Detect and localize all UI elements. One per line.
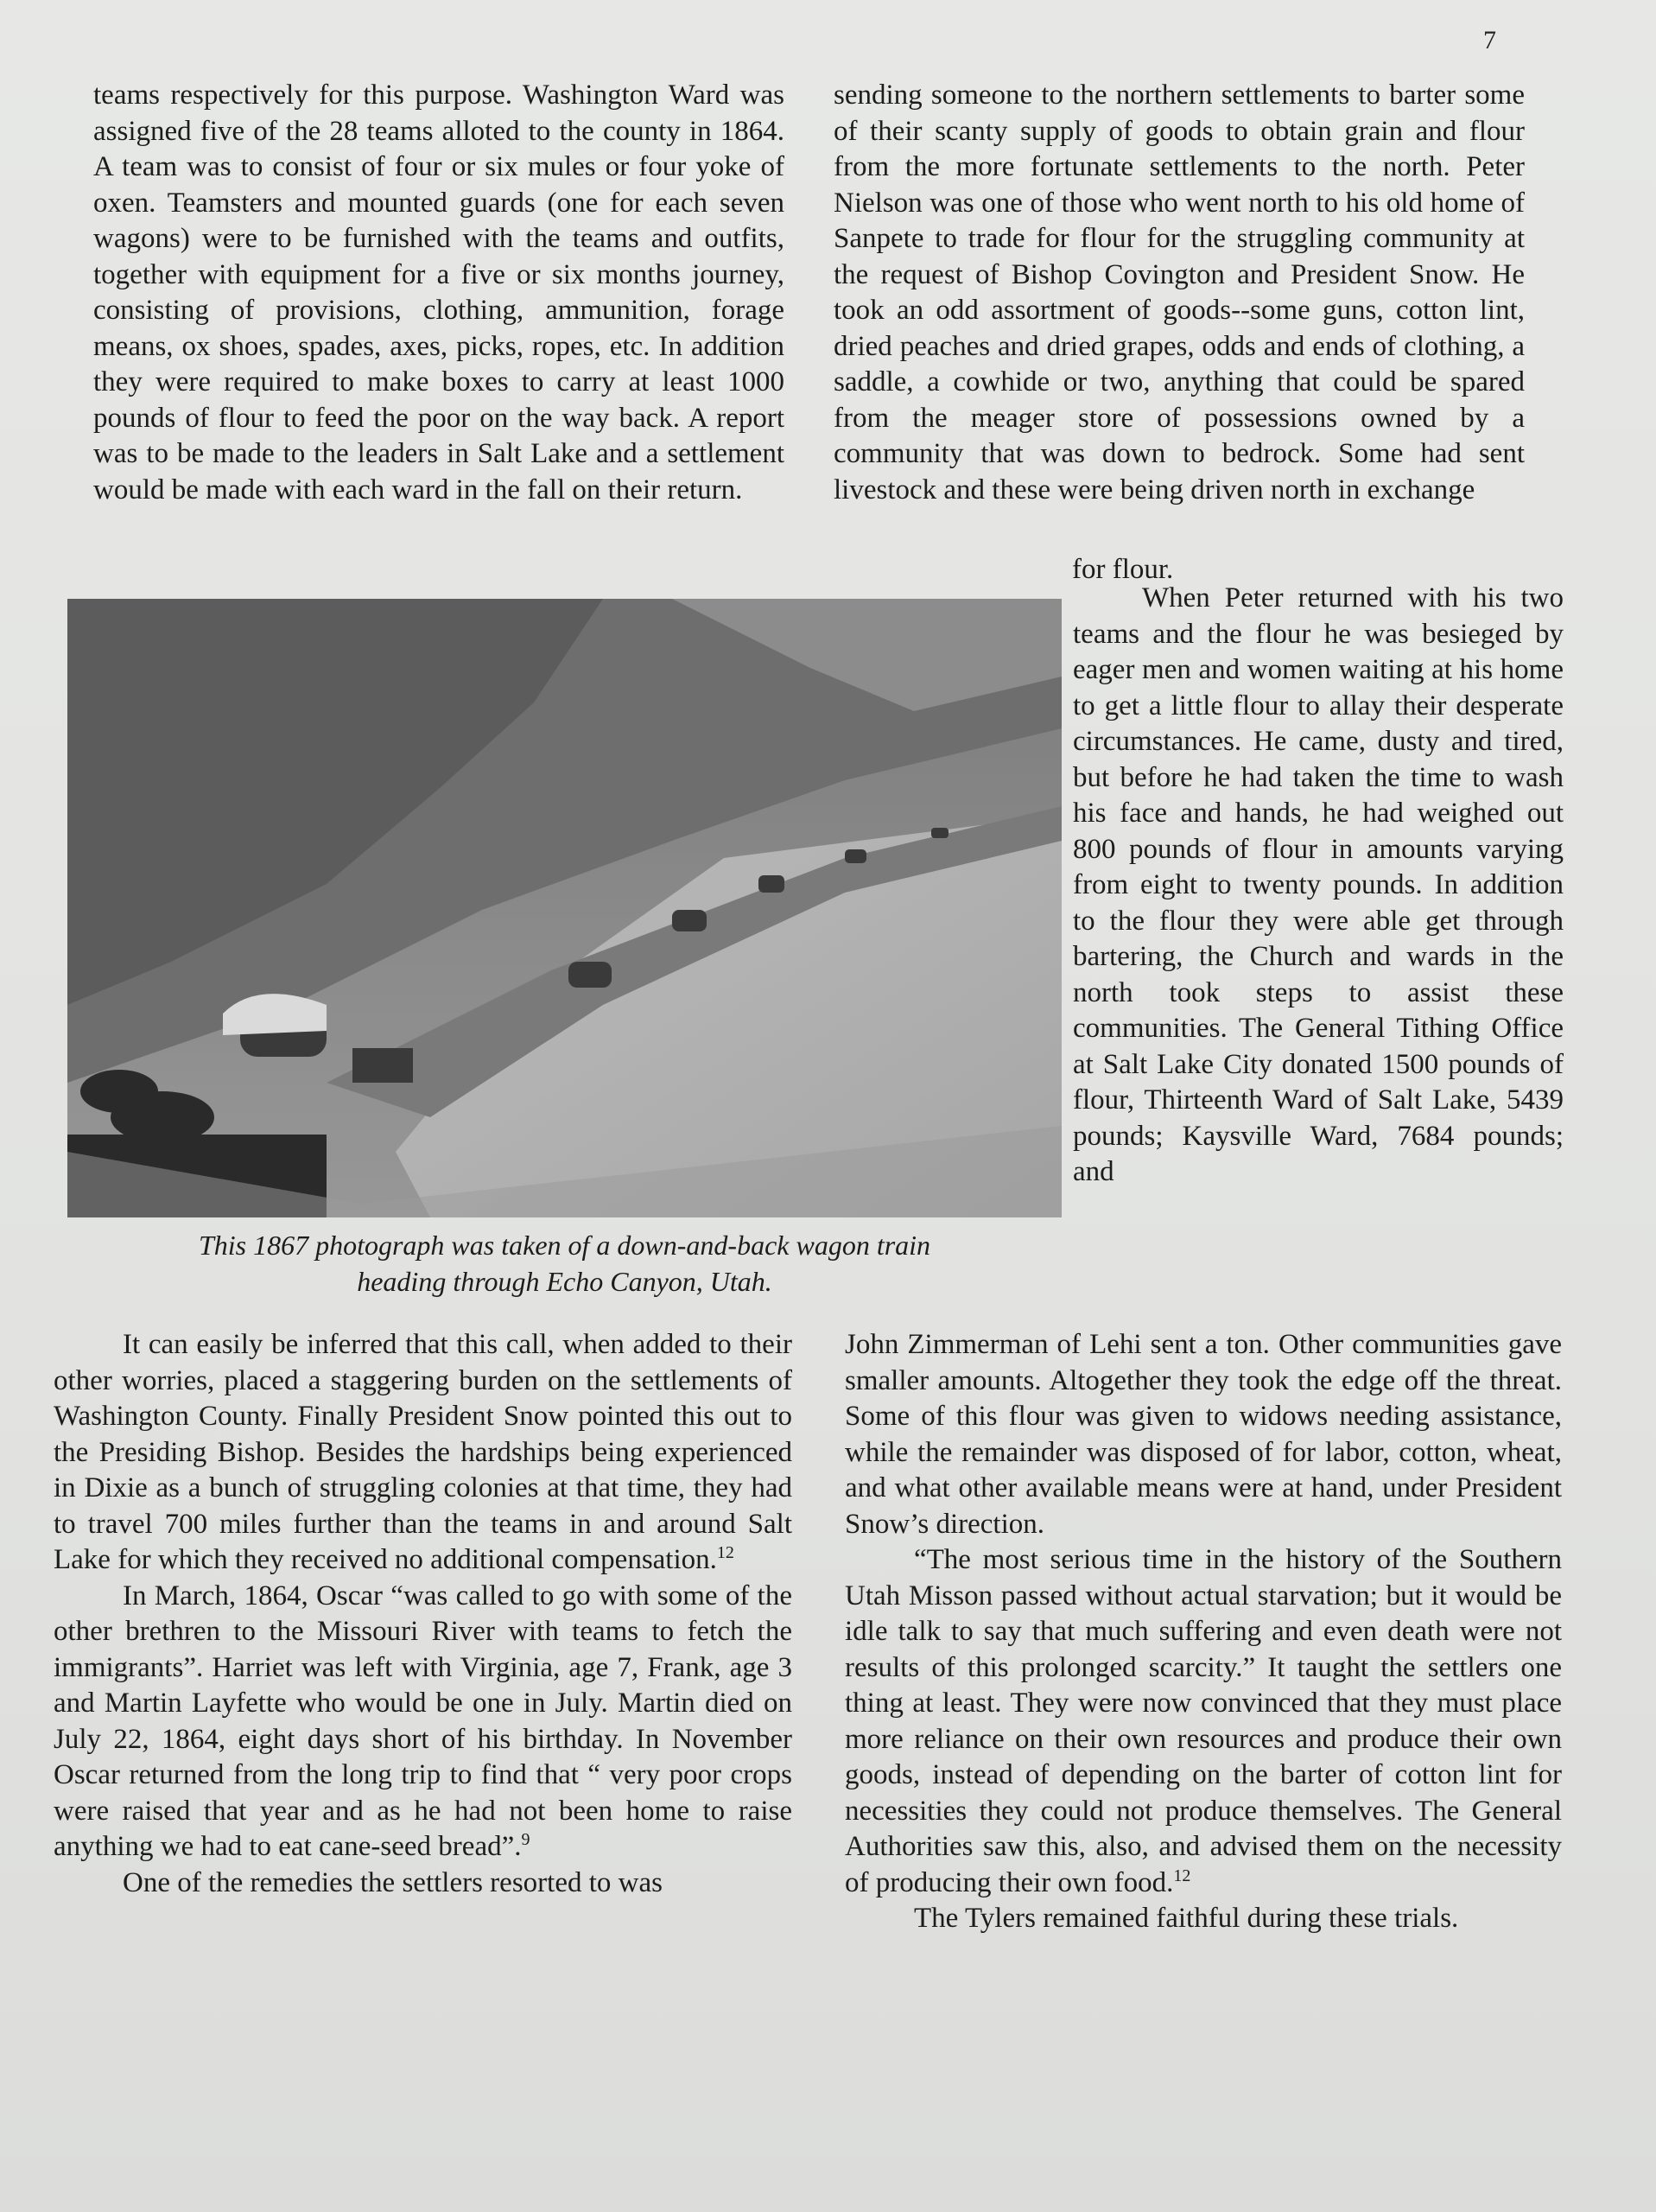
footnote-ref-9: 9 bbox=[521, 1830, 530, 1849]
paragraph-teams: teams respectively for this purpose. Washington Ward was assigned five of the 28 teams alloted to the county in 1864. A team was to consist of four or six mules or four yoke of oxen. Teamsters and mounted guards (one for each seven wagons) were to be furnished with the teams and outfits, together with equipment for a five or six months journey, consisting of provisions, clothing, ammunition, forage means, ox shoes, spades, axes, picks, ropes, etc. In addition they were required to make boxes to carry at least 1000 pounds of flour to feed the poor on the way back. A report was to be made to the leaders in Salt Lake and a settlement would be made with each ward in the fall on their return. bbox=[93, 79, 784, 505]
left-column-bottom bbox=[54, 1327, 792, 1901]
caption-line-1: This 1867 photograph was taken of a down-and-back wagon train bbox=[198, 1230, 931, 1261]
paragraph-tylers: The Tylers remained faithful during these trials. bbox=[914, 1903, 1459, 1934]
footnote-ref-12a: 12 bbox=[716, 1543, 734, 1562]
paragraph-inferred bbox=[54, 1327, 792, 1579]
paragraph-remedies: One of the remedies the settlers resorted to was bbox=[123, 1866, 663, 1898]
paragraph-march-1864 bbox=[54, 1579, 792, 1866]
right-column-bottom bbox=[845, 1327, 1562, 1937]
canyon-wagon-image bbox=[67, 599, 1062, 1217]
right-column-top bbox=[834, 78, 1525, 557]
caption-line-2: heading through Echo Canyon, Utah. bbox=[357, 1266, 772, 1297]
paragraph-barter: sending someone to the northern settlements to barter some of their scanty supply of goods to obtain grain and flour from the more fortunate settlements to the north. Peter Nielson was one of those who went north to his old home of Sanpete to trade for flour for the struggling community at the request of Bishop Covington and President Snow. He took an odd assortment of goods--some guns, cotton lint, dried peaches and dried grapes, odds and ends of clothing, a saddle, a cowhide or two, anything that could be spared from the meager store of possessions owned by a community that was down to bedrock. Some had sent livestock and these were being driven north in exchange bbox=[834, 79, 1525, 505]
wagon-train-photograph bbox=[67, 599, 1062, 1217]
paragraph-zimmerman: John Zimmerman of Lehi sent a ton. Other communities gave smaller amounts. Altogether they took the edge off the threat. Some of this flour was given to widows needing assistance, while the remainder was disposed of for labor, cotton, wheat, and what other available means were at hand, under President Snow’s direction. bbox=[845, 1329, 1562, 1540]
serious-time-text: “The most serious time in the history of the Southern Utah Misson passed without actual starvation; but it would be idle talk to say that much suffering and even death were not results of this prolonged scarcity.” It taught the settlers one thing at least. They were now convinced that they must place more reliance on their own resources and produce their own goods, instead of depending on the barter of cotton lint for necessities they could not produce themselves. The General Authorities saw this, also, and advised them on the necessity of producing their own food. bbox=[845, 1544, 1562, 1898]
march-1864-text: In March, 1864, Oscar “was called to go with some of the other brethren to the Missouri River with teams to fetch the immigrants”. Harriet was left with Virginia, age 7, Frank, age 3 and Martin Layfette who would be one in July. Martin died on July 22, 1864, eight days short of his birthday. In November Oscar returned from the long trip to find that “ very poor crops were raised that year and as he had not been home to raise anything we had to eat cane-seed bread”. bbox=[54, 1580, 792, 1862]
right-column-side bbox=[1073, 581, 1564, 1191]
paragraph-barter-end: for flour. bbox=[1072, 554, 1174, 585]
photo-caption bbox=[67, 1227, 1062, 1300]
left-column-top bbox=[93, 78, 784, 557]
inferred-text: It can easily be inferred that this call, when added to their other worries, placed a staggering burden on the settlements of Washington County. Finally President Snow pointed this out to the Presiding Bishop. Besides the hardships being experienced in Dixie as a bunch of struggling colonies at that time, they had to travel 700 miles further than the teams in and around Salt Lake for which they received no additional compensation. bbox=[54, 1329, 792, 1575]
footnote-ref-12b: 12 bbox=[1173, 1866, 1191, 1885]
paragraph-peter-returned: When Peter returned with his two teams and the flour he was besieged by eager men and women waiting at his home to get a little flour to allay their desperate circumstances. He came, dusty and tired, but before he had taken the time to wash his face and hands, he had weighed out 800 pounds of flour in amounts varying from eight to twenty pounds. In addition to the flour they were able get through bartering, the Church and wards in the north took steps to assist these communities. The General Tithing Office at Salt Lake City donated 1500 pounds of flour, Thirteenth Ward of Salt Lake, 5439 pounds; Kaysville Ward, 7684 pounds; and bbox=[1073, 582, 1564, 1187]
page-number: 7 bbox=[1483, 26, 1496, 54]
paragraph-serious-time bbox=[845, 1542, 1562, 1901]
